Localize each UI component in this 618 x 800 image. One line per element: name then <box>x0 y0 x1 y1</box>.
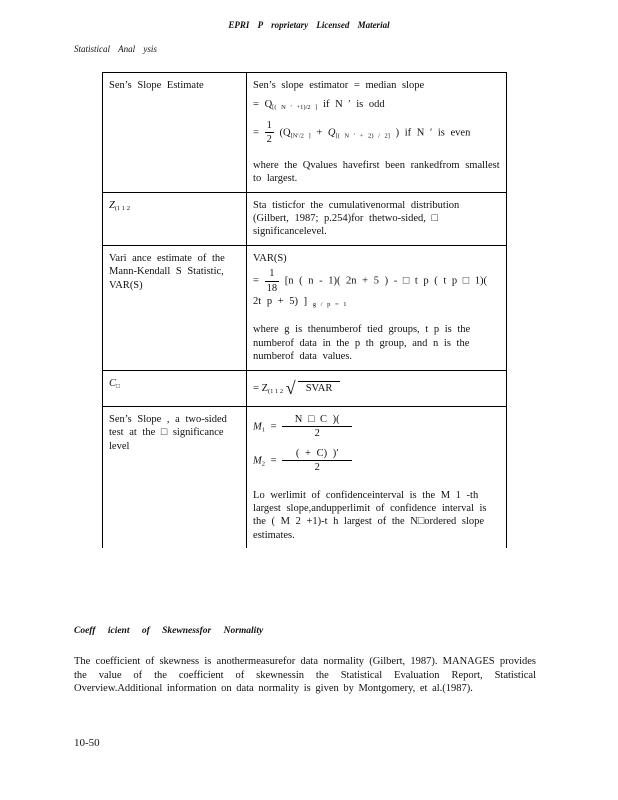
odd-case-formula: = $Q_{[( N ' +1)/2 ]}$ if N ′ is odd <box>253 99 385 112</box>
section-label: Statistical Anal ysis <box>74 44 157 54</box>
table-row <box>103 192 507 245</box>
tied-groups-note: where g is thenumberof tied groups, t p is the numberof data in the p th group, and n is the numberof data values. <box>253 324 471 363</box>
cell-c-symbol: $C_□$ <box>103 370 247 406</box>
ranking-note: where the Qvalues havefirst been rankedfrom smallest to largest. <box>253 159 500 185</box>
skewness-heading: Coeff icient of Skewnessfor Normality <box>74 626 264 636</box>
table-row <box>103 73 507 193</box>
cell-sens-slope-test: Sen’s Slope , a two-sided test at the □ significance level <box>103 406 247 548</box>
even-case-formula: = $\frac{1}{2}$ ($Q_{[N'/2 ]} + Q_{[( N ' + 2) / 2]}$ ) if N ′ is even <box>253 119 471 146</box>
variance-fraction: $\frac{1}{18}$ <box>266 268 278 294</box>
var-label: VAR(S) <box>253 252 287 264</box>
table-row <box>103 370 507 406</box>
cell-sens-slope-formula <box>247 73 507 193</box>
variance-equation: = $\frac{1}{18}$ [n ( n - 1)( 2n + 5 ) - □ t p ( t p □ 1)( 2t p + 5) ] $_{g / p = 1}$ <box>253 268 487 309</box>
cell-c-formula: = $Z_{(1 1 2}$ √ SVAR <box>247 370 507 406</box>
table-row <box>103 406 507 548</box>
confidence-note: Lo werlimit of confidenceinterval is the M 1 -th largest slope,andupperlimit of confidence interval is the ( M 2 +1)-t h largest of the N□ordered slope estimates. <box>253 489 487 541</box>
sum-limits: g / p = 1 <box>312 301 347 309</box>
half-fraction: $\frac{1}{2}$ <box>266 119 272 146</box>
page-number: 10-50 <box>74 737 100 749</box>
cell-z-symbol: $Z_{(1 1 2}$ <box>103 192 247 245</box>
cell-confidence-formula <box>247 406 507 548</box>
cell-sens-slope-estimate: Sen’s Slope Estimate <box>103 73 247 193</box>
page-header: EPRI P roprietary Licensed Material <box>228 20 390 30</box>
sqrt-sign-icon: √ <box>285 377 296 398</box>
cell-variance-formula <box>247 245 507 370</box>
cell-variance-label: Vari ance estimate of the Mann-Kendall S Statistic, VAR(S) <box>103 245 247 370</box>
m1-formula: $M_1$ = $\frac{N □ C )(}{2}$ <box>253 413 500 441</box>
table-row <box>103 245 507 370</box>
formula-table <box>102 72 507 548</box>
skewness-paragraph: The coefficient of skewness is anothermeasurefor data normality (Gilbert, 1987). MANAGES provides the value of the coefficient of skewnessin the Statistical Evaluation Report, Statistical Overview.Additional information on data normality is given by Montgomery, et al.(1987). <box>74 656 536 695</box>
slope-intro: Sen’s slope estimator = median slope <box>253 80 425 91</box>
m2-formula: $M_2$ = $\frac{( + C) )'}{2}$ <box>253 447 500 475</box>
cell-z-description: Sta tisticfor the cumulativenormal distribution (Gilbert, 1987; p.254)for thetwo-sided, □ significancelevel. <box>247 192 507 245</box>
